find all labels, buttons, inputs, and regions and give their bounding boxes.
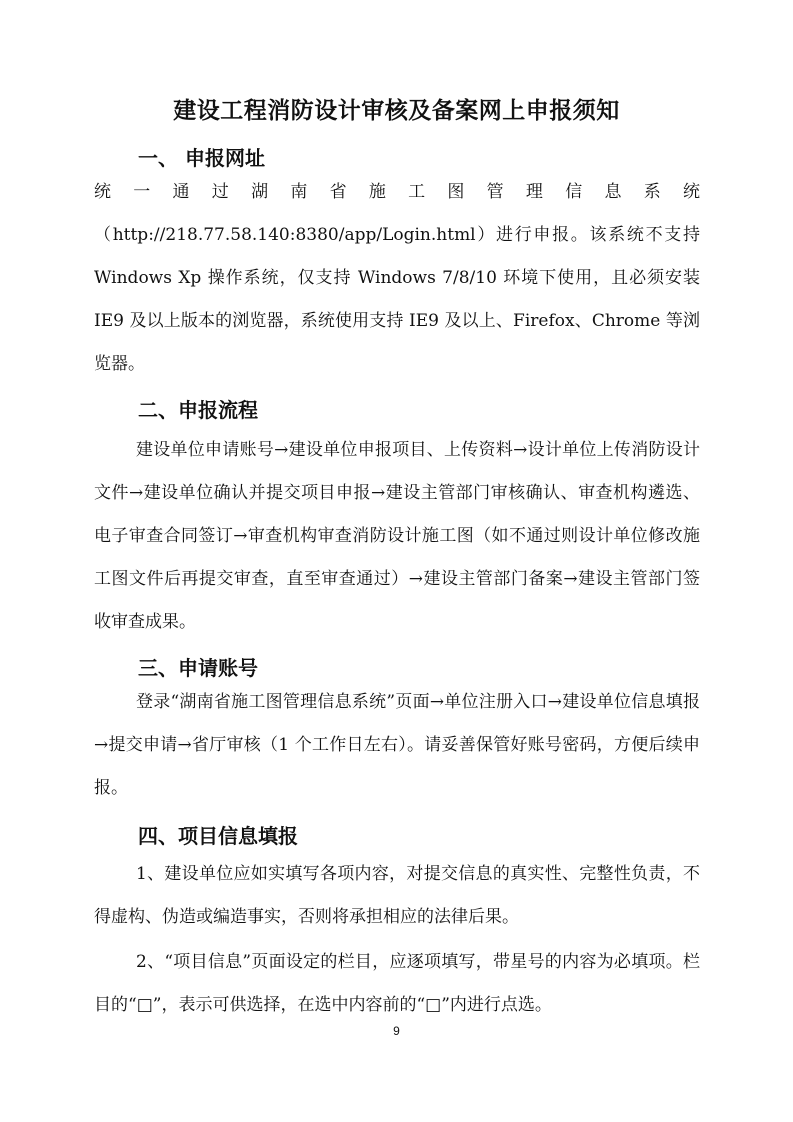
website-paragraph-line-1: 统 一 通 过 湖 南 省 施 工 图 管 理 信 息 系 统 [94, 182, 700, 202]
account-paragraph: 登录“湖南省施工图管理信息系统”页面→单位注册入口→建设单位信息填报→提交申请→省厅审核（1 个工作日左右）。请妥善保管好账号密码，方便后续申报。 [94, 692, 700, 798]
website-paragraph-continuation: （http://218.77.58.140:8380/app/Login.html）进行申报。该系统不支持 Windows Xp 操作系统，仅支持 Windows 7/8/10 环境下使用，且必须安装 IE9 及以上版本的浏览器，系统使用支持 IE9 及以上、Firefox、Chrome 等浏览器。 [94, 225, 700, 374]
section-heading-website: 一、 申报网址 [138, 146, 265, 170]
section-heading-account: 三、申请账号 [138, 656, 258, 680]
project-info-paragraph-1: 1、建设单位应如实填写各项内容，对提交信息的真实性、完整性负责，不得虚构、伪造或编造事实，否则将承担相应的法律后果。 [94, 864, 700, 927]
section-website-body [94, 171, 700, 386]
section-heading-process: 二、申报流程 [138, 398, 258, 422]
process-paragraph: 建设单位申请账号→建设单位申报项目、上传资料→设计单位上传消防设计文件→建设单位确认并提交项目申报→建设主管部门审核确认、审查机构遴选、电子审查合同签订→审查机构审查消防设计施工图（如不通过则设计单位修改施工图文件后再提交审查，直至审查通过）→建设主管部门备案→建设主管部门签收审查成果。 [94, 440, 700, 632]
section-heading-project-info: 四、项目信息填报 [138, 824, 298, 848]
project-info-paragraph-2: 2、“项目信息”页面设定的栏目，应逐项填写，带星号的内容为必填项。栏目的“□”，表示可供选择，在选中内容前的“□”内进行点选。 [94, 952, 700, 1015]
page-number: 9 [393, 1024, 400, 1038]
document-title: 建设工程消防设计审核及备案网上申报须知 [173, 98, 620, 124]
